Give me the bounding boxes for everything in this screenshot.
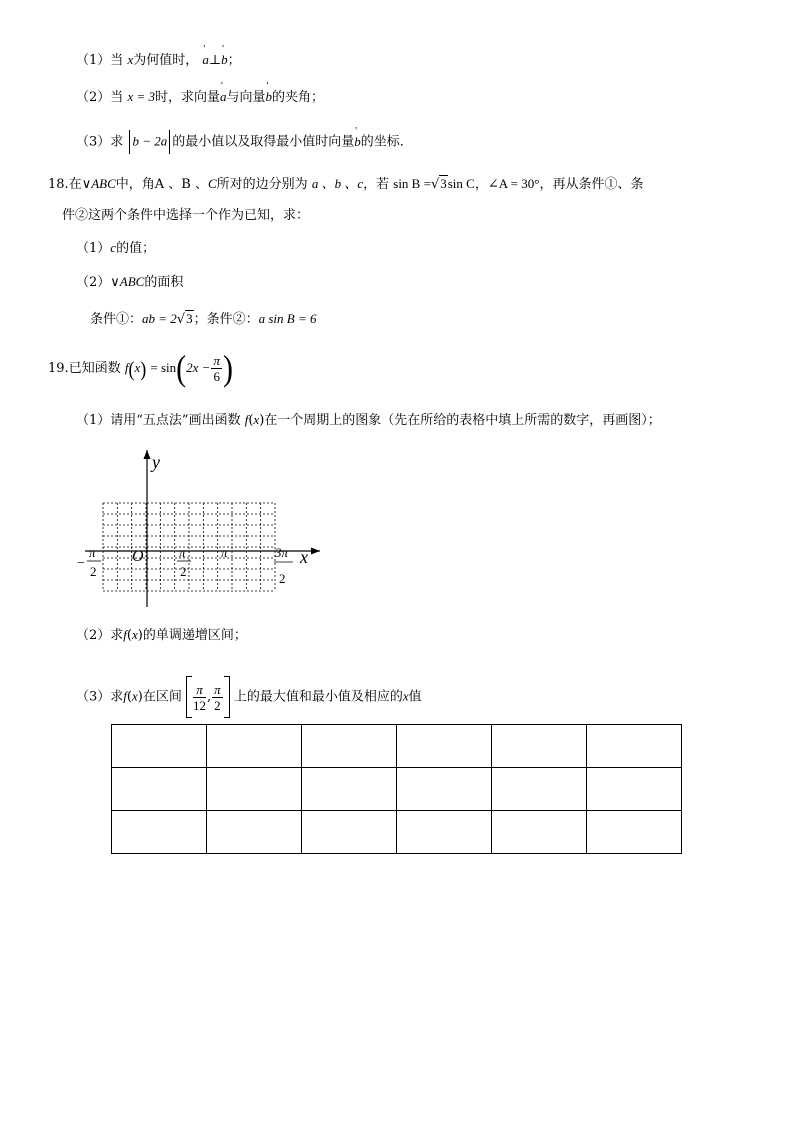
q19-part1: （1）请用“五点法”画出函数 f(x)在一个周期上的图象（先在所给的表格中填上所需的数字，再画图）； [76,412,661,428]
neg-pi-num: π [89,545,96,560]
pi-half-num: π [179,545,186,560]
table-cell[interactable] [492,768,587,811]
table-cell[interactable] [207,725,302,768]
neg-pi-den: 2 [90,564,97,579]
table-cell[interactable] [302,811,397,854]
y-label: y [152,452,160,472]
table-cell[interactable] [302,725,397,768]
origin-label: O [132,548,144,565]
table-row [112,811,682,854]
five-point-table [111,724,682,854]
q19-part3: （3）求f(x)在区间 $\frac{\pi}{12}$ , $\frac{\pi}{2}$ 上的最大值和最小值及相应的x值 [76,676,422,718]
q17-part3: （3）求 b − 2a 的最小值以及取得最小值时向量' b的坐标． [76,130,413,154]
q18-part1: （1）c的值； [76,240,156,256]
x-label: x [300,547,308,567]
table-cell[interactable] [587,811,682,854]
table-cell[interactable] [112,811,207,854]
q17-part2: （2）当 x = 3时，求向量' a与向量' b的夹角； [76,87,324,108]
q18-conditions: 条件①：ab = 2√3；条件②：a sin B = 6 [90,311,317,327]
coordinate-grid [75,450,335,610]
pi-half-den: 2 [180,564,187,579]
table-cell[interactable] [492,811,587,854]
q18-part2: （2）∨ABC的面积 [76,274,184,290]
three-pi-den: 2 [279,571,286,586]
table-cell[interactable] [112,768,207,811]
table-cell[interactable] [587,768,682,811]
x-axis-arrow [311,548,320,555]
neg-sign: − [77,556,85,571]
q19-stem: 19.已知函数 f(x) = sin(2x − $\frac{\pi}{6}$ ) [48,348,233,388]
table-cell[interactable] [112,725,207,768]
table-row [112,768,682,811]
table-cell[interactable] [207,768,302,811]
table-cell[interactable] [492,725,587,768]
table-cell[interactable] [397,768,492,811]
three-pi-num: 3π [275,545,289,560]
q19-part2: （2）求f(x)的单调递增区间； [76,627,247,643]
table-cell[interactable] [207,811,302,854]
pi-label: π [221,545,228,560]
q17-part1: （1）当 x为何值时， ' a⊥' b； [76,50,241,71]
table-cell[interactable] [397,811,492,854]
table-cell[interactable] [397,725,492,768]
q18-line1: 18.在∨ABC中，角A 、B 、C所对的边分别为 a 、b 、c，若 sin B =√3sin C，∠A = 30°，再从条件①、条 [48,176,644,192]
table-cell[interactable] [587,725,682,768]
table-cell[interactable] [302,768,397,811]
table-row [112,725,682,768]
grid-lines [103,503,275,591]
y-axis-arrow [144,450,151,459]
q18-line2: 件②这两个条件中选择一个作为已知，求： [62,208,310,223]
